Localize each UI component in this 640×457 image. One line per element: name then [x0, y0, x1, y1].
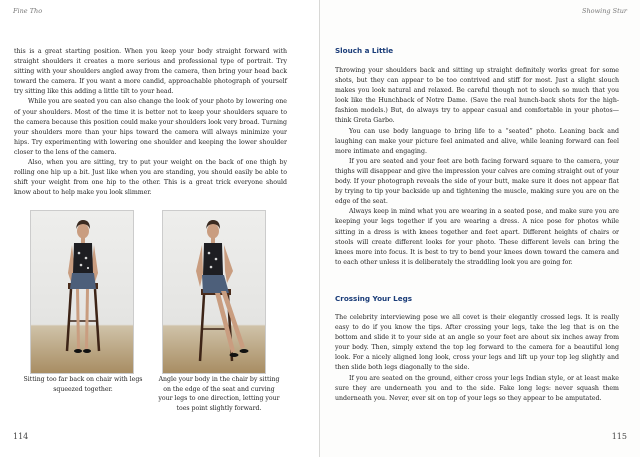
- running-head-left: Fine Tho: [13, 7, 43, 15]
- running-head-right: Showing Stur: [582, 7, 627, 15]
- left-paragraph-2: While you are seated you can also change the look of your photo by lowering one of your shoulders. Most of the time it is better not to keep your shoulders square to the camera because this position could make your shoulders look very broad. Turning your shoulders more than your hips toward the camera will always minimize your hips. Try experimenting with lowering one shoulder and keeping the lower shoulder closer to the lens of the camera.: [14, 98, 287, 156]
- caption-photo-2: Angle your body in the chair by sitting on the edge of the seat and curving your legs to one direction, letting your toes point slightly forward.: [158, 376, 280, 412]
- slouch-section-text: [335, 66, 619, 268]
- section-heading-slouch: Slouch a Little: [335, 46, 394, 55]
- slouch-paragraph-3: If you are seated and your feet are both facing forward square to the camera, your thighs will disappear and give the impression your calves are coming straight out of your body. If your photograph reveals the side of your butt, make sure it does not appear flat by trying to tip your backside up and tightening the muscle, making sure you are on the edge of the seat.: [335, 157, 619, 206]
- crossing-paragraph-2: If you are seated on the ground, either cross your legs Indian style, or at least make sure they are underneath you and to the side. Fake long legs: never squash them underneath you. Never, ever sit on top of your legs so they appear to be amputated.: [335, 374, 619, 402]
- crossing-legs-section-text: [335, 313, 619, 404]
- photo-angled-pose: [162, 210, 266, 374]
- left-body-text: [14, 47, 287, 198]
- woman-angled-illustration: [163, 211, 266, 374]
- crossing-paragraph-1: The celebrity interviewing pose we all covet is their elegantly crossed legs. It is really easy to do if you know the tips. After crossing your legs, take the leg that is on the bottom and slide it to your side at an angle so your feet are about six inches away from your body. Then, simply extend the top leg forward to the camera for a beautiful long look. For a nicely aligned long look, cross your legs and lift up your top leg slightly and then slide both legs diagonally to the side.: [335, 314, 619, 372]
- page-number-left: 114: [13, 432, 29, 441]
- photo-sitting-back: [30, 210, 134, 374]
- slouch-paragraph-1: Throwing your shoulders back and sitting up straight definitely works great for some shots, but they can appear to be too contrived and stiff for most. Just a slight slouch makes you look natural and relaxed. Be careful though not to slouch so much that you look like the Hunchback of Notre Dame. (Save the real hunch-back shots for the high-fashion models.) But, do always try to appear casual and comfortable in your photos—think Greta Garbo.: [335, 67, 619, 125]
- section-heading-crossing-legs: Crossing Your Legs: [335, 294, 413, 303]
- slouch-paragraph-2: You can use body language to bring life to a “seated” photo. Leaning back and laughing can make your picture feel animated and alive, while leaning forward can feel more intimate and engaging.: [335, 127, 619, 155]
- woman-seated-illustration: [31, 211, 134, 374]
- left-paragraph-1: this is a great starting position. When you keep your body straight forward with straight shoulders it creates a more serious and professional type of portrait. Try sitting with your shoulders angled away from the camera, then bring your head back toward the camera. If you want a more candid, approachable photograph of yourself try sitting like this adding a little tilt to your head.: [14, 48, 287, 96]
- page-number-right: 115: [611, 432, 627, 441]
- left-paragraph-3: Also, when you are sitting, try to put your weight on the back of one thigh by rolling one hip up a bit. Just like when you are standing, you should easily be able to shift your weight from one hip to the other. This is a great trick everyone should know about to help make you look slimmer.: [14, 159, 287, 197]
- slouch-paragraph-4: Always keep in mind what you are wearing in a seated pose, and make sure you are keeping your legs together if you are wearing a dress. A nice pose for photos while sitting in a dress is with knees together and feet apart. Different heights of chairs or stools will create different looks for your photo. These different levels can bring the knees more into focus. It is best to try to bend your knees down toward the camera and to each other unless it is deliberately the straddling look you are going for.: [335, 208, 619, 266]
- caption-photo-1: Sitting too far back on chair with legs squeezed together.: [23, 376, 143, 393]
